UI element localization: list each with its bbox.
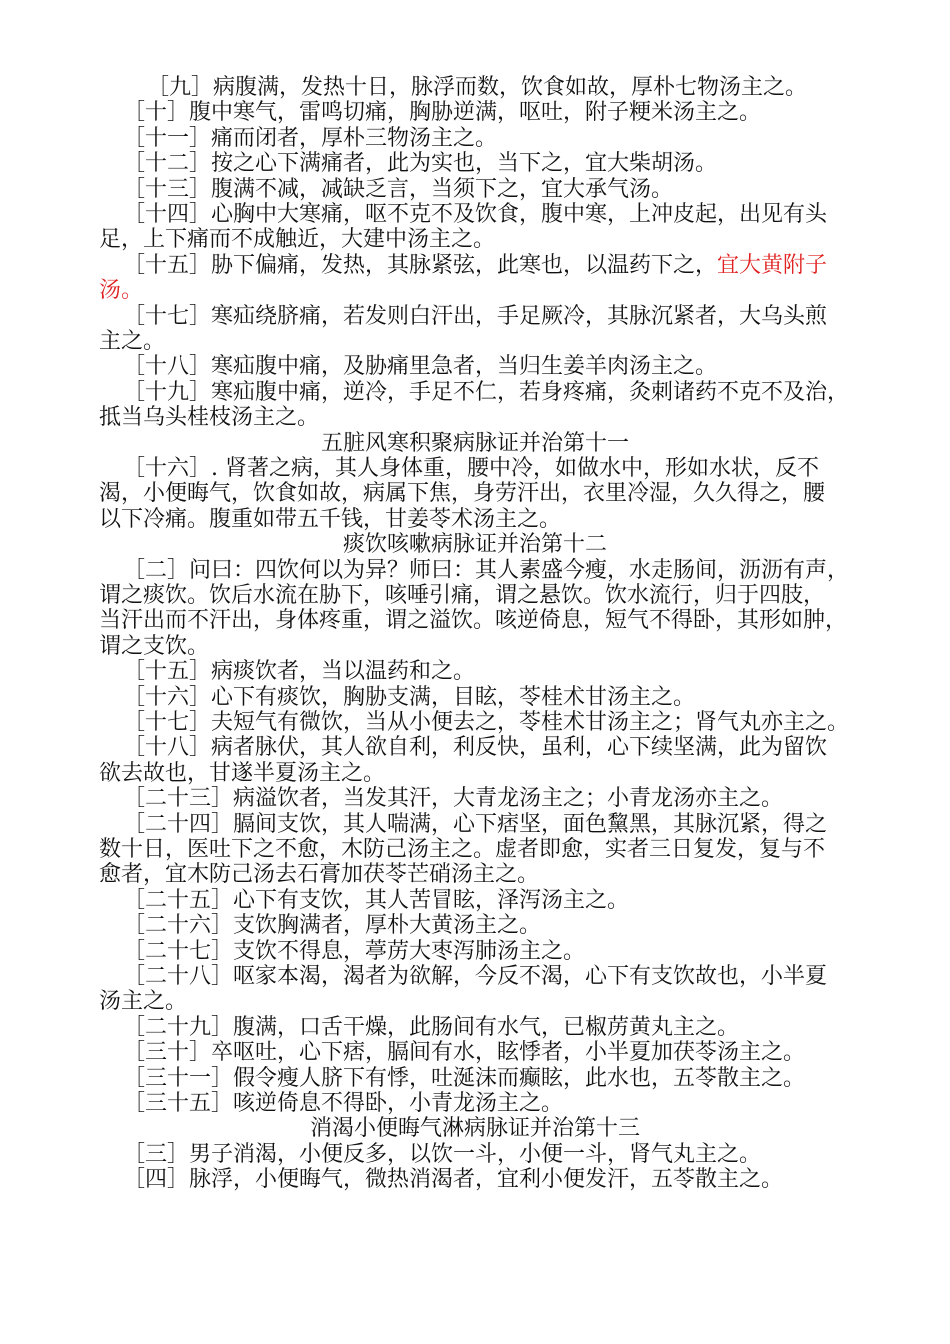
text-line xyxy=(123,734,883,762)
text-line xyxy=(123,1090,883,1118)
line-text: 消渴小便晦气淋病脉证并治第十三 xyxy=(309,1116,640,1142)
section-heading xyxy=(100,531,850,559)
text-line xyxy=(123,455,883,483)
text-line xyxy=(123,252,883,280)
text-line xyxy=(99,861,859,889)
text-line xyxy=(99,582,859,610)
text-line xyxy=(123,1039,883,1067)
text-line xyxy=(123,353,883,381)
text-line xyxy=(123,1141,883,1169)
text-line xyxy=(123,938,883,966)
line-text: ［十］腹中寒气，雷鸣切痛，胸胁逆满，呕吐，附子粳米汤主之。 xyxy=(123,100,762,126)
text-line xyxy=(123,658,883,686)
line-text: ［十七］夫短气有微饮，当从小便去之，苓桂术甘汤主之；肾气丸亦主之。 xyxy=(123,710,850,735)
text-line xyxy=(99,607,859,635)
line-text: ［十六］. 肾著之病，其人身体重，腰中冷，如做水中，形如水状，反不 xyxy=(123,456,819,481)
line-text: 欲去故也，甘遂半夏汤主之。 xyxy=(99,760,386,786)
line-text: 主之。 xyxy=(99,329,166,354)
text-line xyxy=(123,176,883,204)
text-line xyxy=(123,684,883,712)
text-line xyxy=(123,912,883,940)
text-line xyxy=(99,404,859,432)
line-text: 渴，小便晦气，饮食如故，病属下焦，身劳汗出，衣里冷湿，久久得之，腰 xyxy=(99,481,826,507)
text-line xyxy=(123,303,883,331)
text-line xyxy=(123,887,883,915)
text-line xyxy=(123,1014,883,1042)
line-text: ［十八］病者脉伏，其人欲自利，利反快，虽利，心下续坚满，此为留饮 xyxy=(123,735,828,761)
line-text: ［十五］胁下偏痛，发热，其脉紧弦，此寒也，以温药下之， xyxy=(123,252,718,278)
line-text: ［二十三］病溢饮者，当发其汗，大青龙汤主之；小青龙汤亦主之。 xyxy=(123,786,784,812)
line-text: ［二十九］腹满，口舌干燥，此肠间有水气，已椒苈黄丸主之。 xyxy=(123,1014,740,1040)
line-text: ［四］脉浮，小便晦气，微热消渴者，宜利小便发汗，五苓散主之。 xyxy=(123,1167,784,1193)
section-heading xyxy=(100,430,850,458)
line-text: ［九］病腹满，发热十日，脉浮而数，饮食如故，厚朴七物汤主之。 xyxy=(147,75,808,100)
text-line xyxy=(123,1065,883,1093)
line-text: ［二十四］膈间支饮，其人喘满，心下痞坚，面色黧黑，其脉沉紧，得之 xyxy=(123,811,828,837)
line-text: ［十六］心下有痰饮，胸胁支满，目眩，苓桂术甘汤主之。 xyxy=(123,684,696,710)
line-text: ［二十八］呕家本渴，渴者为欲解，今反不渴，心下有支饮故也，小半夏 xyxy=(123,964,828,989)
line-text: ［三十五］咳逆倚息不得卧，小青龙汤主之。 xyxy=(123,1091,564,1116)
line-text: ［十一］痛而闭者，厚朴三物汤主之。 xyxy=(123,125,498,151)
line-text: 以下冷痛。腹重如带五千钱，甘姜苓术汤主之。 xyxy=(99,506,562,532)
text-line xyxy=(123,125,883,153)
line-text: 足，上下痛而不成触近，大建中汤主之。 xyxy=(99,227,496,253)
text-line xyxy=(99,988,859,1016)
line-text: ［十八］寒疝腹中痛，及胁痛里急者，当归生姜羊肉汤主之。 xyxy=(123,354,718,380)
highlighted-text: 汤。 xyxy=(99,278,144,304)
text-line xyxy=(99,328,859,356)
text-line xyxy=(123,785,883,813)
text-line xyxy=(123,99,883,127)
line-text: ［二十六］支饮胸满者，厚朴大黄汤主之。 xyxy=(123,913,542,939)
line-text: 愈者，宜木防己汤去石膏加茯苓芒硝汤主之。 xyxy=(99,862,540,888)
line-text: 抵当乌头桂枝汤主之。 xyxy=(99,405,320,431)
line-text: ［三十一］假令瘦人脐下有悸，吐涎沫而癫眩，此水也，五苓散主之。 xyxy=(123,1065,806,1091)
line-text: 数十日，医吐下之不愈，木防己汤主之。虚者即愈，实者三日复发，复与不 xyxy=(99,837,826,862)
text-line xyxy=(123,811,883,839)
line-text: ［二十七］支饮不得息，葶苈大枣泻肺汤主之。 xyxy=(123,938,586,964)
line-text: 谓之痰饮。饮后水流在胁下，咳唾引痛，谓之悬饮。饮水流行，归于四肢， xyxy=(99,583,826,608)
line-text: ［十四］心胸中大寒痛，呕不克不及饮食，腹中寒，上冲皮起，出见有头 xyxy=(123,202,828,227)
line-text: 五脏风寒积聚病脉证并治第十一 xyxy=(320,430,629,456)
text-line xyxy=(123,150,883,178)
highlighted-text: 宜大黄附子 xyxy=(717,252,828,278)
line-text: ［十五］病痰饮者，当以温药和之。 xyxy=(123,659,476,685)
text-line xyxy=(99,480,859,508)
text-line xyxy=(99,226,859,254)
text-line xyxy=(123,201,883,229)
line-text: 痰饮咳嗽病脉证并治第十二 xyxy=(342,532,607,558)
line-text: 汤主之。 xyxy=(99,989,188,1015)
text-line xyxy=(123,557,883,585)
text-line xyxy=(123,1166,883,1194)
text-line xyxy=(99,633,859,661)
line-text: ［二十五］心下有支饮，其人苦冒眩，泽泻汤主之。 xyxy=(123,887,630,913)
line-text: ［二］问曰：四饮何以为异？师曰：其人素盛今瘦，水走肠间，沥沥有声， xyxy=(123,557,850,583)
line-text: ［十七］寒疝绕脐痛，若发则白汗出，手足厥冷，其脉沉紧者，大乌头煎 xyxy=(123,303,828,329)
text-line xyxy=(123,379,883,407)
line-text: ［十二］按之心下满痛者，此为实也，当下之，宜大柴胡汤。 xyxy=(123,151,718,177)
text-line xyxy=(123,963,883,991)
text-line xyxy=(99,836,859,864)
text-line xyxy=(147,74,907,102)
text-line xyxy=(123,709,883,737)
line-text: ［十三］腹满不减，减缺乏言，当须下之，宜大承气汤。 xyxy=(123,176,674,202)
line-text: ［三］男子消渴，小便反多，以饮一斗，小便一斗，肾气丸主之。 xyxy=(123,1141,762,1167)
line-text: ［三十］卒呕吐，心下痞，膈间有水，眩悸者，小半夏加茯苓汤主之。 xyxy=(123,1040,806,1066)
line-text: 当汗出而不汗出，身体疼重，谓之溢饮。咳逆倚息，短气不得卧，其形如肿， xyxy=(99,608,848,634)
text-line xyxy=(99,506,859,534)
section-heading xyxy=(100,1115,850,1143)
text-line xyxy=(99,277,859,305)
line-text: 谓之支饮。 xyxy=(99,633,210,659)
line-text: ［十九］寒疝腹中痛，逆冷，手足不仁，若身疼痛，灸刺诸药不克不及治， xyxy=(123,379,850,405)
text-line xyxy=(99,760,859,788)
